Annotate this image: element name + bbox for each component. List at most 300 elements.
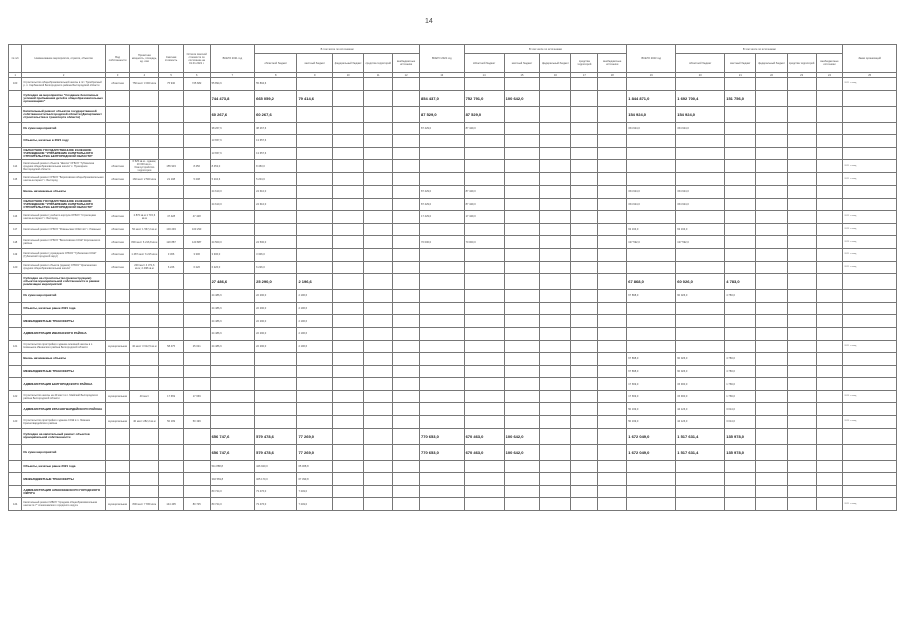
cell-c: 670 463,0	[464, 444, 504, 460]
cell-t22: 87 429,0	[420, 198, 465, 211]
column-number: 4	[130, 73, 159, 78]
cell-b	[297, 248, 333, 261]
cell-t21: 80 724,0	[210, 498, 255, 511]
cell-cap	[130, 353, 159, 366]
cell-b	[297, 160, 333, 173]
cell-no: 124	[9, 498, 22, 511]
cell-no	[9, 327, 22, 340]
cell-a: 55 894,6	[255, 78, 297, 91]
cell-c: 87 429,0	[464, 122, 504, 135]
cell-name: Объекты, начатые в 2021 году	[22, 135, 106, 148]
cell-t22	[420, 460, 465, 473]
cell-empty	[756, 122, 787, 135]
cell-empty	[816, 90, 843, 106]
cell-c	[464, 403, 504, 416]
column-number: 7	[210, 73, 255, 78]
cell-cust: 2021 г. ввод	[843, 160, 897, 173]
cell-f	[725, 185, 756, 198]
cell-no	[9, 274, 22, 290]
cell-f: 4 783,0	[725, 274, 756, 290]
cell-c	[464, 135, 504, 148]
cell-empty	[787, 290, 816, 303]
cell-empty	[571, 198, 598, 211]
src-territory: средства территорий	[571, 54, 598, 73]
cell-d: 100 642,0	[504, 90, 540, 106]
cell-own	[105, 403, 130, 416]
cell-cap	[130, 365, 159, 378]
cell-no: 114	[9, 160, 22, 173]
cell-d	[504, 211, 540, 224]
cell-t22	[420, 390, 465, 403]
cell-cust: 2021 г. ввод	[843, 78, 897, 91]
cell-empty	[816, 365, 843, 378]
cell-t23	[627, 211, 676, 224]
cell-d	[504, 365, 540, 378]
cell-f	[725, 236, 756, 249]
cell-d: 100 642,0	[504, 428, 540, 444]
cell-no	[9, 460, 22, 473]
cell-no	[9, 315, 22, 328]
cell-empty	[393, 353, 420, 366]
cell-empty	[787, 378, 816, 391]
cell-t21: 55 894,6	[210, 78, 255, 91]
cell-f	[725, 223, 756, 236]
cell-empty	[787, 261, 816, 274]
cell-cap	[130, 428, 159, 444]
cell-empty	[333, 135, 364, 148]
cell-t21	[210, 353, 255, 366]
cell-b: 2 196,6	[297, 302, 333, 315]
cell-rem: 6 226	[183, 261, 210, 274]
cell-empty	[787, 365, 816, 378]
cell-t21: 27 486,6	[210, 274, 255, 290]
cell-empty	[787, 135, 816, 148]
cell-empty	[333, 315, 364, 328]
cell-b	[297, 106, 333, 122]
table-row	[9, 211, 897, 224]
cell-cost	[159, 135, 184, 148]
cell-d	[504, 223, 540, 236]
cell-c	[464, 160, 504, 173]
cell-name: Строительство пристройки к зданию СОШ в п. Ливенка Красногвардейского района	[22, 416, 106, 429]
column-number: 18	[598, 73, 627, 78]
cell-empty	[540, 302, 571, 315]
cell-cap: 40 мест	[130, 390, 159, 403]
cell-d	[504, 498, 540, 511]
cell-empty	[393, 416, 420, 429]
cell-t22	[420, 365, 465, 378]
cell-cost	[159, 378, 184, 391]
cell-f: 1 769,0	[725, 390, 756, 403]
src-extra: внебюджетные источники	[816, 54, 843, 73]
cell-t23: 67 868,0	[627, 274, 676, 290]
cell-no	[9, 302, 22, 315]
cell-empty	[393, 274, 420, 290]
cell-rem	[183, 198, 210, 211]
cell-b	[297, 78, 333, 91]
cell-cap: 40 мест 3 612,5 кв.м	[130, 340, 159, 353]
cell-c	[464, 390, 504, 403]
header-sources-2021: В том числе по источникам	[255, 45, 420, 54]
cell-b: 67 399,8	[297, 473, 333, 486]
cell-no: 122	[9, 390, 22, 403]
cell-b	[297, 122, 333, 135]
cell-rem: 17 669	[183, 390, 210, 403]
cell-e: 15 900,0	[676, 390, 725, 403]
cell-b	[297, 236, 333, 249]
cell-cost	[159, 302, 184, 315]
cell-empty	[787, 211, 816, 224]
table-group-row	[9, 485, 897, 498]
cell-empty	[598, 403, 627, 416]
cell-cost: 47 428	[159, 211, 184, 224]
cell-t22: 87 429,0	[420, 122, 465, 135]
cell-empty	[540, 485, 571, 498]
cell-t22: 770 653,0	[420, 428, 465, 444]
cell-d	[504, 261, 540, 274]
cell-empty	[598, 428, 627, 444]
cell-empty	[540, 290, 571, 303]
cell-empty	[393, 460, 420, 473]
cell-d	[504, 106, 540, 122]
cell-f	[725, 173, 756, 186]
cell-d	[504, 248, 540, 261]
cell-cust	[843, 302, 897, 315]
cell-empty	[393, 302, 420, 315]
cell-t21: 24 486,6	[210, 327, 255, 340]
cell-cost	[159, 353, 184, 366]
table-row	[9, 261, 897, 274]
cell-empty	[364, 378, 393, 391]
cell-empty	[540, 106, 571, 122]
cell-empty	[333, 122, 364, 135]
cell-t22: 87 529,0	[420, 106, 465, 122]
cell-a: 5 204,6	[255, 173, 297, 186]
cell-a: 24 500,0	[255, 236, 297, 249]
cell-name: МЕЖБЮДЖЕТНЫЕ ТРАНСФЕРТЫ	[22, 365, 106, 378]
cell-empty	[756, 353, 787, 366]
cell-b	[297, 378, 333, 391]
cell-rem	[183, 485, 210, 498]
cell-e: 44 126,0	[676, 403, 725, 416]
cell-own	[105, 135, 130, 148]
cell-empty	[333, 261, 364, 274]
cell-empty	[787, 223, 816, 236]
cell-empty	[598, 365, 627, 378]
cell-empty	[333, 78, 364, 91]
cell-cost: 21 108	[159, 173, 184, 186]
cell-f: 4 783,0	[725, 365, 756, 378]
cell-empty	[816, 416, 843, 429]
cell-cap	[130, 198, 159, 211]
cell-cost: 17 669	[159, 390, 184, 403]
cell-c	[464, 248, 504, 261]
cell-d	[504, 315, 540, 328]
cell-t21	[210, 416, 255, 429]
cell-empty	[787, 302, 816, 315]
page-number: 14	[425, 18, 433, 25]
cell-empty	[540, 90, 571, 106]
cell-b: 2 196,6	[297, 315, 333, 328]
cell-empty	[787, 460, 816, 473]
cell-t21	[210, 365, 255, 378]
cell-e	[676, 327, 725, 340]
cell-name: АДМИНИСТРАЦИЯ БЕЛГОРОДСКОГО РАЙОНА	[22, 378, 106, 391]
cell-empty	[816, 498, 843, 511]
cell-own	[105, 315, 130, 328]
cell-own	[105, 302, 130, 315]
cell-f: 1 769,0	[725, 378, 756, 391]
table-group-row	[9, 403, 897, 416]
cell-a: 13 657,6	[255, 135, 297, 148]
cell-t23	[627, 498, 676, 511]
cell-cust: 2022 г. ввод	[843, 211, 897, 224]
cell-t23	[627, 248, 676, 261]
src-federal: федеральный бюджет	[333, 54, 364, 73]
cell-cust	[843, 135, 897, 148]
cell-d	[504, 353, 540, 366]
cell-empty	[571, 90, 598, 106]
cell-cap	[130, 290, 159, 303]
cell-a: 3 306,0	[255, 248, 297, 261]
cell-empty	[393, 378, 420, 391]
cell-empty	[571, 122, 598, 135]
cell-cap: 40 мест 282,2 кв.м	[130, 416, 159, 429]
cell-t22	[420, 261, 465, 274]
table-group-row	[9, 327, 897, 340]
cell-rem	[183, 147, 210, 160]
cell-t23: 1 844 871,0	[627, 90, 676, 106]
cell-cust	[843, 378, 897, 391]
cell-empty	[787, 198, 816, 211]
investment-program-table	[8, 44, 897, 511]
header-capacity: Проектная мощность, площадь, ед. изм	[130, 45, 159, 73]
cell-a: 73 476,0	[255, 498, 297, 511]
cell-f: 4 783,0	[725, 353, 756, 366]
cell-empty	[571, 78, 598, 91]
cell-rem	[183, 428, 210, 444]
src-federal: федеральный бюджет	[540, 54, 571, 73]
cell-empty	[756, 106, 787, 122]
cell-rem: 725 682	[183, 78, 210, 91]
cell-t23	[627, 135, 676, 148]
cell-c	[464, 315, 504, 328]
cell-empty	[333, 173, 364, 186]
column-number: 8	[255, 73, 297, 78]
cell-empty	[756, 135, 787, 148]
cell-no: 116	[9, 211, 22, 224]
cell-empty	[816, 485, 843, 498]
cell-e	[676, 135, 725, 148]
cell-no: 115	[9, 173, 22, 186]
cell-own	[105, 444, 130, 460]
cell-empty	[571, 302, 598, 315]
cell-cust: 2021 г. ввод	[843, 173, 897, 186]
cell-name: АДМИНИСТРАЦИЯ ИВНЯНСКОГО РАЙОНА	[22, 327, 106, 340]
column-number: 24	[816, 73, 843, 78]
cell-empty	[333, 185, 364, 198]
cell-b	[297, 416, 333, 429]
cell-cust: 2021 г. ввод	[843, 340, 897, 353]
cell-e	[676, 498, 725, 511]
cell-e	[676, 78, 725, 91]
cell-c	[464, 340, 504, 353]
cell-b: 7 249,0	[297, 485, 333, 498]
column-number: 10	[333, 73, 364, 78]
cell-empty	[756, 416, 787, 429]
cell-own	[105, 327, 130, 340]
cell-no: 120	[9, 261, 22, 274]
cell-empty	[571, 428, 598, 444]
cell-cap	[130, 274, 159, 290]
cell-empty	[540, 147, 571, 160]
cell-a	[255, 353, 297, 366]
cell-d	[504, 302, 540, 315]
cell-t21: 8 453,0	[210, 160, 255, 173]
cell-empty	[756, 473, 787, 486]
cell-cust	[843, 274, 897, 290]
cell-cap	[130, 122, 159, 135]
cell-empty	[816, 122, 843, 135]
cell-no: 117	[9, 223, 22, 236]
cell-t23: 17 669,0	[627, 378, 676, 391]
cell-empty	[333, 290, 364, 303]
cell-own	[105, 90, 130, 106]
cell-cost: 103 293	[159, 223, 184, 236]
cell-empty	[816, 353, 843, 366]
cell-empty	[333, 211, 364, 224]
cell-empty	[393, 236, 420, 249]
cell-own	[105, 353, 130, 366]
cell-c	[464, 473, 504, 486]
cell-empty	[756, 390, 787, 403]
table-group-row	[9, 444, 897, 460]
cell-t23: 50 199,0	[627, 416, 676, 429]
cell-empty	[393, 211, 420, 224]
cell-cust	[843, 473, 897, 486]
cell-cap: 200 мест 4 371,6 кв.м; 2 498 кв.м	[130, 261, 159, 274]
cell-t23: 137 592,0	[627, 236, 676, 249]
cell-t23: 1 672 049,0	[627, 428, 676, 444]
cell-empty	[364, 147, 393, 160]
cell-a: 22 290,0	[255, 340, 297, 353]
cell-cost	[159, 485, 184, 498]
cell-empty	[364, 223, 393, 236]
cell-t21: 656 747,6	[210, 444, 255, 460]
column-number: 20	[676, 73, 725, 78]
cell-name: Субсидии на капитальный ремонт объектов муниципальной собственности	[22, 428, 106, 444]
cell-empty	[393, 185, 420, 198]
cell-empty	[571, 460, 598, 473]
cell-cap	[130, 315, 159, 328]
cell-name: Капитальный ремонт объекта (здание) ОГБОУ "Красненская средняя общеобразовательная школа"	[22, 261, 106, 274]
column-number: 14	[464, 73, 504, 78]
cell-a: 22 290,0	[255, 302, 297, 315]
cell-own	[105, 365, 130, 378]
cell-empty	[756, 236, 787, 249]
cell-empty	[540, 428, 571, 444]
header-sources-2022: В том числе по источникам	[464, 45, 627, 54]
cell-empty	[787, 248, 816, 261]
cell-e	[676, 248, 725, 261]
column-number: 3	[105, 73, 130, 78]
cell-e	[676, 340, 725, 353]
cell-name: АДМИНИСТРАЦИЯ АЛЕКСЕЕВСКОГО ГОРОДСКОГО ОКРУГА	[22, 485, 106, 498]
cell-b	[297, 211, 333, 224]
cell-name: Субсидии на строительство (реконструкцию) объектов муниципальной собственности в рамках реализации мероприятий	[22, 274, 106, 290]
cell-cost	[159, 444, 184, 460]
cell-cap: 6 525 кв.м - здание; 10 000 кв.м - благоустройство территории	[130, 160, 159, 173]
cell-own: муниципальная	[105, 390, 130, 403]
cell-a	[255, 365, 297, 378]
cell-cust: 2021 г. ввод	[843, 248, 897, 261]
cell-b	[297, 135, 333, 148]
cell-cap: 800 мест 7 659 кв.м	[130, 498, 159, 511]
cell-empty	[816, 403, 843, 416]
column-number: 5	[159, 73, 184, 78]
cell-empty	[393, 365, 420, 378]
cell-cost: 120 887	[159, 236, 184, 249]
cell-a	[255, 211, 297, 224]
cell-e	[676, 261, 725, 274]
cell-empty	[393, 198, 420, 211]
cell-a	[255, 416, 297, 429]
table-group-row	[9, 290, 897, 303]
cell-empty	[333, 485, 364, 498]
cell-no	[9, 473, 22, 486]
cell-empty	[333, 498, 364, 511]
header-no: № п/п	[9, 45, 22, 73]
cell-name: Капитальный ремонт объектов государственной собственности Белгородской области (Департамент строительства и транспорта области)	[22, 106, 106, 122]
table-group-row	[9, 302, 897, 315]
cell-empty	[598, 135, 627, 148]
cell-empty	[364, 340, 393, 353]
header-customer: Заказ организаций	[843, 45, 897, 73]
cell-d	[504, 340, 540, 353]
cell-cust: 2023 г. ввод	[843, 223, 897, 236]
cell-cost: 155 933	[159, 160, 184, 173]
cell-t23: 1 672 049,0	[627, 444, 676, 460]
header-total-2022: ВСЕГО 2022 год	[420, 45, 465, 73]
cell-rem: 80 725	[183, 498, 210, 511]
cell-empty	[364, 473, 393, 486]
cell-empty	[364, 485, 393, 498]
cell-cap	[130, 147, 159, 160]
cell-cap	[130, 444, 159, 460]
cell-t21: 656 747,6	[210, 428, 255, 444]
cell-no	[9, 428, 22, 444]
cell-rem	[183, 122, 210, 135]
cell-empty	[333, 160, 364, 173]
cell-empty	[364, 353, 393, 366]
cell-b	[297, 353, 333, 366]
cell-f	[725, 327, 756, 340]
cell-cost	[159, 185, 184, 198]
cell-no	[9, 90, 22, 106]
cell-cost	[159, 327, 184, 340]
cell-empty	[540, 185, 571, 198]
cell-d	[504, 416, 540, 429]
cell-empty	[364, 185, 393, 198]
cell-t21: 60 267,6	[210, 106, 255, 122]
cell-rem	[183, 444, 210, 460]
cell-t22: 87 429,0	[420, 185, 465, 198]
cell-cost: 144 495	[159, 498, 184, 511]
cell-empty	[756, 302, 787, 315]
cell-cap	[130, 185, 159, 198]
cell-empty	[540, 223, 571, 236]
cell-f: 135 978,0	[725, 428, 756, 444]
